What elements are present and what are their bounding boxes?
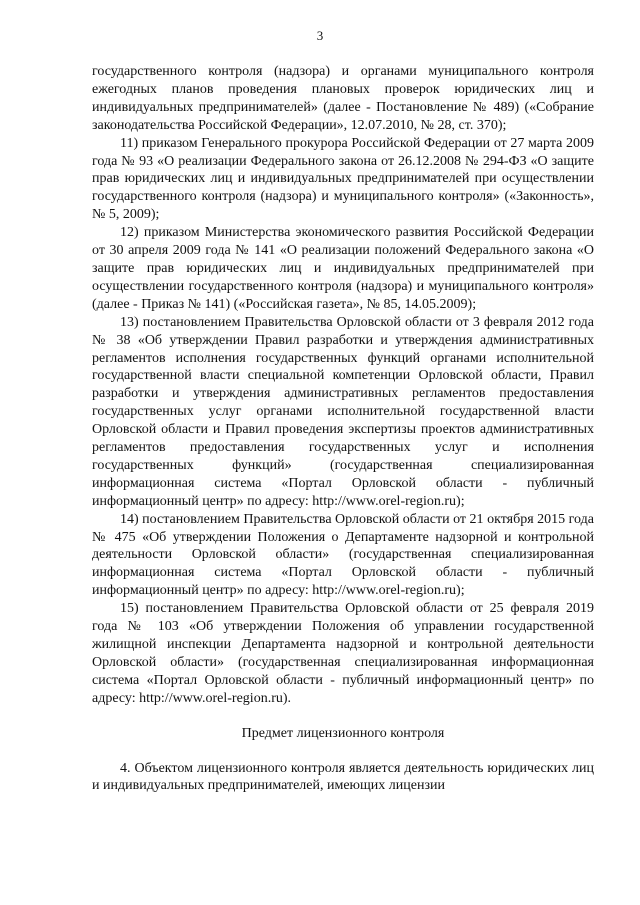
paragraph-item-15: 15) постановлением Правительства Орловской области от 25 февраля 2019 года № 103 «Об утверждении Положения об управлении государственной жилищной инспекции Департамента надзорной и контрольной деятельности Орловской области» (государственная специализированная информационная система «Портал Орловской области - публичный информационный центр» по адресу: http://www.orel-region.ru). xyxy=(92,601,594,706)
page-number: 3 xyxy=(316,28,324,43)
document-body xyxy=(92,63,594,795)
paragraph-item-13: 13) постановлением Правительства Орловской области от 3 февраля 2012 года № 38 «Об утверждении Правил разработки и утверждения административных регламентов исполнения государственных функций органами исполнительной государственной власти специальной компетенции Орловской области, Правил разработки и утверждения административных регламентов предоставления государственных услуг органами исполнительной государственной власти Орловской области и Правил проведения экспертизы проектов административных регламентов предоставления государственных услуг и исполнения государственных функций» (государственная специализированная информационная система «Портал Орловской области - публичный информационный центр» по адресу: http://www.orel-region.ru); xyxy=(92,314,594,509)
paragraph-item-14: 14) постановлением Правительства Орловской области от 21 октября 2015 года № 475 «Об утверждении Положения о Департаменте надзорной и контрольной деятельности Орловской области» (государственная специализированная информационная система «Портал Орловской области - публичный информационный центр» по адресу: http://www.orel-region.ru); xyxy=(92,511,594,599)
paragraph-item-12: 12) приказом Министерства экономического развития Российской Федерации от 30 апреля 2009 года № 141 «О реализации положений Федерального закона «О защите прав юридических лиц и индивидуальных предпринимателей при осуществлении государственного контроля (надзора) и муниципального контроля» (далее - Приказ № 141) («Российская газета», № 85, 14.05.2009); xyxy=(92,225,594,312)
paragraph-item-11: 11) приказом Генерального прокурора Российской Федерации от 27 марта 2009 года № 93 «О реализации Федерального закона от 26.12.2008 № 294-ФЗ «О защите прав юридических лиц и индивидуальных предпринимателей при осуществлении государственного контроля (надзора) и муниципального контроля» («Законность», № 5, 2009); xyxy=(92,135,594,223)
section-heading: Предмет лицензионного контроля xyxy=(241,725,445,741)
paragraph-item-4: 4. Объектом лицензионного контроля является деятельность юридических лиц и индивидуальных предпринимателей, имеющих лицензии xyxy=(92,760,594,794)
paragraph-continuation: государственного контроля (надзора) и органами муниципального контроля ежегодных планов проведения плановых проверок юридических лиц и индивидуальных предпринимателей» (далее - Постановление № 489) («Собрание законодательства Российской Федерации», 12.07.2010, № 28, ст. 370); xyxy=(92,64,594,133)
